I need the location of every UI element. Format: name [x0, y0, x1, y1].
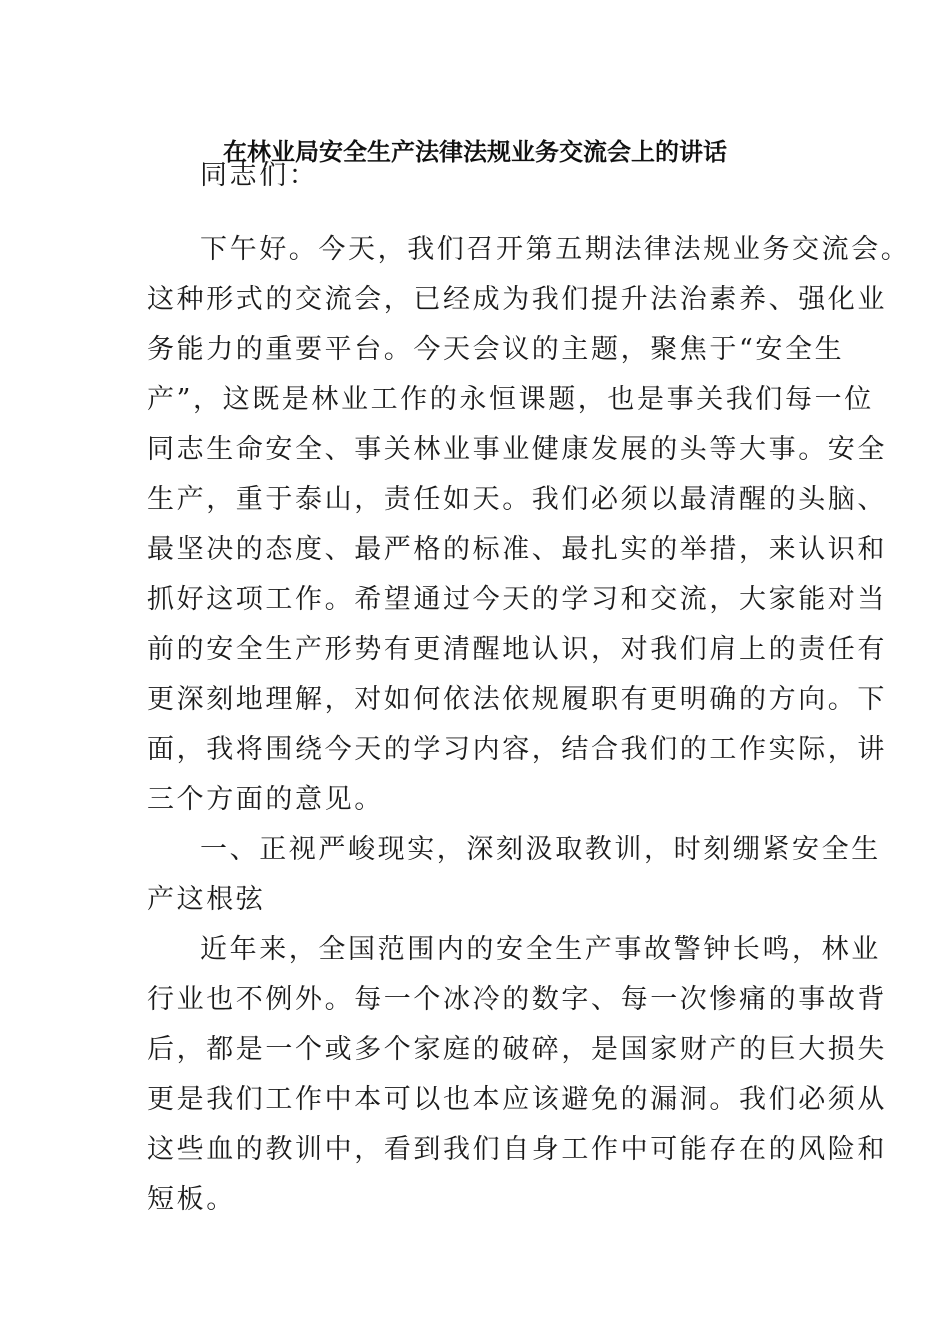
paragraph-line: 近年来，全国范围内的安全生产事故警钟长鸣，林业: [200, 934, 881, 965]
paragraph-line: 前的安全生产形势有更清醒地认识，对我们肩上的责任有: [147, 634, 887, 665]
paragraph-line: 更是我们工作中本可以也本应该避免的漏洞。我们必须从: [147, 1084, 887, 1115]
paragraph-line: 这些血的教训中，看到我们自身工作中可能存在的风险和: [147, 1134, 887, 1165]
section-heading-line: 产这根弦: [147, 884, 266, 915]
paragraph-line: 同志生命安全、事关林业事业健康发展的头等大事。安全: [147, 434, 887, 465]
paragraph-line: 产”，这既是林业工作的永恒课题，也是事关我们每一位: [147, 384, 874, 415]
salutation: 同志们：: [200, 160, 319, 191]
section-heading-line: 一、正视严峻现实，深刻汲取教训，时刻绷紧安全生: [200, 834, 881, 865]
paragraph-line: 面，我将围绕今天的学习内容，结合我们的工作实际，讲: [147, 734, 887, 765]
paragraph-line: 这种形式的交流会，已经成为我们提升法治素养、强化业: [147, 284, 887, 315]
paragraph-line: 短板。: [147, 1184, 236, 1215]
paragraph-line: 生产，重于泰山，责任如天。我们必须以最清醒的头脑、: [147, 484, 887, 515]
paragraph-line: 更深刻地理解，对如何依法依规履职有更明确的方向。下: [147, 684, 887, 715]
paragraph-line: 后，都是一个或多个家庭的破碎，是国家财产的巨大损失: [147, 1034, 887, 1065]
paragraph-line: 三个方面的意见。: [147, 784, 384, 815]
paragraph-line: 务能力的重要平台。今天会议的主题，聚焦于“安全生: [147, 334, 845, 365]
paragraph-line: 最坚决的态度、最严格的标准、最扎实的举措，来认识和: [147, 534, 887, 565]
paragraph-line: 行业也不例外。每一个冰冷的数字、每一次惨痛的事故背: [147, 984, 887, 1015]
document-title: 在林业局安全生产法律法规业务交流会上的讲话: [223, 138, 727, 166]
paragraph-line: 下午好。今天，我们召开第五期法律法规业务交流会。: [200, 234, 911, 265]
paragraph-line: 抓好这项工作。希望通过今天的学习和交流，大家能对当: [147, 584, 887, 615]
